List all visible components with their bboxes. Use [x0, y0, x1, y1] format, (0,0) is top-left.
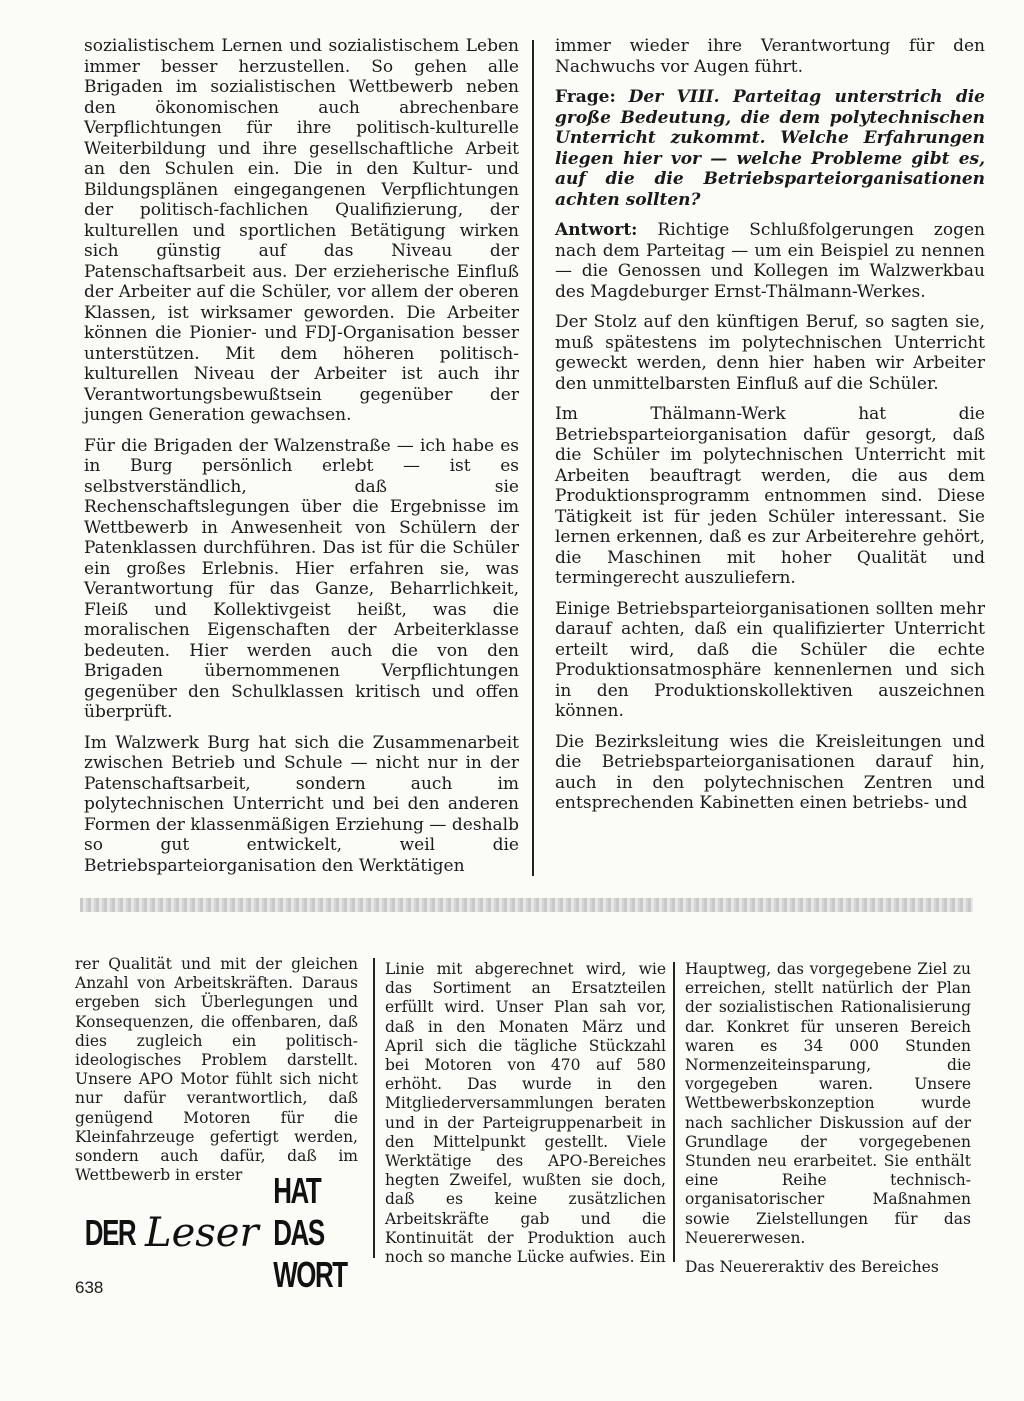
paragraph: Einige Betriebsparteiorganisationen sollten mehr darauf achten, daß ein qualifizierter Unterricht erteilt wird, daß die Schüler die echte Produktionsatmosphäre kennenlernen und sich in den Produktionskollektiven auszeichnen können. — [555, 598, 985, 721]
paragraph: sozialistischem Lernen und sozialistischem Leben immer besser herzustellen. So gehen alle Brigaden im sozialistischen Wettbewerb neben den ökonomischen auch abrechenbare Verpflichtungen für ihre politisch-kulturelle Weiterbildung und ihre gesellschaftliche Arbeit an den Schulen ein. Die in den Kultur- und Bildungsplänen eingegangenen Verpflichtungen der politisch-fachlichen Qualifizierung, der kulturellen und sportlichen Betätigung wirken sich günstig auf das Niveau der Patenschaftsarbeit aus. Der erzieherische Einfluß der Arbeiter auf die Schüler, vor allem der oberen Klassen, ist wirksamer geworden. Die Arbeiter können die Pionier- und FDJ-Organisation besser unterstützen. Mit dem höheren politisch-kulturellen Niveau der Arbeiter ist auch ihr Verantwortungsbewußtsein gegenüber der jungen Generation gewachsen. — [84, 36, 519, 425]
paragraph: rer Qualität und mit der gleichen Anzahl von Arbeitskräften. Daraus ergeben sich Überlegungen und Konsequenzen, die offenbaren, daß dies zugleich ein politisch-ideologisches Problem darstellt. Unsere APO Motor fühlt sich nicht nur dafür verantwortlich, daß genügend Motoren für die Kleinfahrzeuge gefertigt werden, sondern auch dafür, daß im Wettbewerb in erster — [75, 955, 358, 1185]
paragraph: Im Walzwerk Burg hat sich die Zusammenarbeit zwischen Betrieb und Schule — nicht nur in der Patenschaftsarbeit, sondern auch im polytechnischen Unterricht und bei den anderen Formen der klassenmäßigen Erziehung — deshalb so gut entwickelt, weil die Betriebsparteiorganisation den Werktätigen — [84, 732, 519, 876]
column-divider — [373, 958, 375, 1258]
paragraph: Für die Brigaden der Walzenstraße — ich habe es in Burg persönlich erlebt — ist es selbstverständlich, daß sie Rechenschaftslegungen über die Ergebnisse im Wettbewerb in Anwesenheit von Schülern der Patenklassen durchführen. Das ist für die Schüler ein großes Erlebnis. Hier erfahren sie, was Verantwortung für das Ganze, Beharrlichkeit, Fleiß und Kollektivgeist heißt, was die moralischen Eigenschaften der Arbeiterklasse bedeuten. Hier werden auch die von den Brigaden übernommenen Verpflichtungen gegenüber den Schulklassen kritisch und offen überprüft. — [84, 435, 519, 722]
paragraph: Das Neuereraktiv des Bereiches — [685, 1258, 939, 1277]
bottom-column-3 — [685, 960, 971, 1287]
paragraph: Die Bezirksleitung wies die Kreisleitungen und die Betriebsparteiorganisationen darauf hin, auch in den polytechnischen Zentren und entsprechenden Kabinetten einen betriebs- und — [555, 731, 985, 813]
paragraph: immer wieder ihre Verantwortung für den Nachwuchs vor Augen führt. — [555, 36, 985, 77]
bottom-column-1 — [75, 955, 358, 1195]
question-block — [555, 87, 985, 210]
logo-text-leser: Leser — [145, 1210, 259, 1256]
page-number: 638 — [75, 1278, 104, 1297]
paragraph: Hauptweg, das vorgegebene Ziel zu erreichen, stellt natürlich der Plan der sozialistischen Rationalisierung dar. Konkret für unseren Bereich waren es 34 000 Stunden Normenzeiteinsparung, die vorgegeben waren. Unsere Wettbewerbskonzeption wurde nach sachlicher Diskussion auf der Grundlage der vorgegebenen Stunden neu erarbeitet. Sie enthält eine Reihe technisch-organisatorischer Maßnahmen sowie Zielstellungen für das Neuererwesen. — [685, 960, 971, 1247]
top-column-left — [84, 36, 519, 886]
bottom-column-2 — [385, 960, 666, 1277]
section-separator — [80, 898, 973, 912]
paragraph: Der Stolz auf den künftigen Beruf, so sagten sie, muß spätestens im polytechnischen Unterricht geweckt werden, denn hier haben wir Arbeiter den unmittelbarsten Einfluß auf die Schüler. — [555, 312, 985, 394]
column-divider — [673, 962, 675, 1262]
top-column-right — [555, 36, 985, 824]
logo-text-hat-das-wort: HAT DAS WORT — [272, 1170, 347, 1295]
column-divider — [532, 40, 534, 876]
question-text: Der VIII. Parteitag unterstrich die große Bedeutung, die dem polytechnischen Unterricht zukommt. Welche Erfahrungen liegen hier vor — welche Probleme gibt es, auf die die Betriebsparteiorganisationen achten sollten? — [555, 87, 986, 210]
answer-text: Richtige Schlußfolgerungen zogen nach dem Parteitag — um ein Beispiel zu nennen — die Genossen und Kollegen im Walzwerkbau des Magdeburger Ernst-Thälmann-Werkes. — [555, 220, 985, 302]
paragraph: Im Thälmann-Werk hat die Betriebsparteiorganisation dafür gesorgt, daß die Schüler im polytechnischen Unterricht mit Arbeiten beauftragt werden, die aus dem Produktionsprogramm entnommen sind. Diese Tätigkeit ist für jeden Schüler interessant. Sie lernen erkennen, daß es zur Arbeiterehre gehört, die Maschinen mit hoher Qualität und termingerecht auszuliefern. — [555, 404, 985, 588]
question-label: Frage: — [555, 87, 616, 107]
answer-label: Antwort: — [555, 220, 638, 240]
paragraph: Linie mit abgerechnet wird, wie das Sortiment an Ersatzteilen erfüllt wird. Unser Plan sah vor, daß in den Monaten März und April sich die tägliche Stückzahl bei Motoren von 470 auf 580 erhöht. Das wurde in den Mitgliederversammlungen beraten und in der Parteigruppenarbeit in den Mittelpunkt gestellt. Viele Werktätige des APO-Bereiches hegten Zweifel, wußten sie doch, daß es keine zusätzlichen Arbeitskräfte gab und die Kontinuität der Produktion auch noch so manche Lücke aufwies. Ein — [385, 960, 666, 1267]
answer-block — [555, 220, 985, 302]
logo-text-der: DER — [84, 1212, 136, 1253]
